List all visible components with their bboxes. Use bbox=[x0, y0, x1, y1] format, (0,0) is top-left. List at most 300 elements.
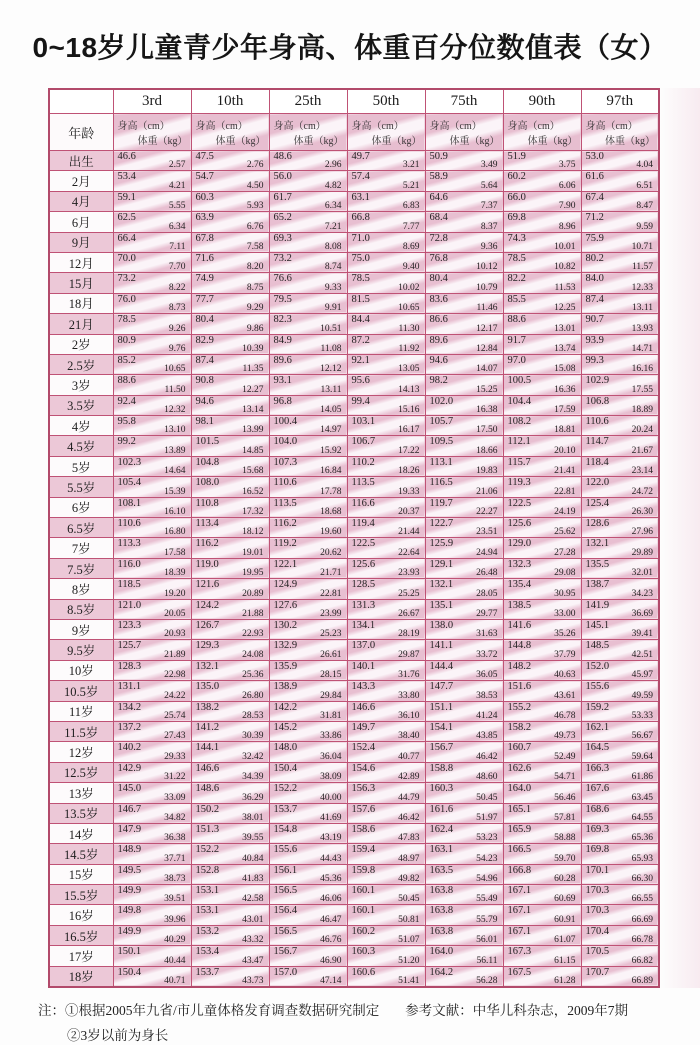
percentile-cell bbox=[581, 701, 659, 721]
weight-value: 16.17 bbox=[398, 425, 420, 436]
height-value: 119.0 bbox=[195, 558, 219, 570]
height-value: 78.5 bbox=[507, 252, 526, 264]
weight-value: 50.81 bbox=[398, 914, 420, 925]
percentile-cell bbox=[113, 334, 191, 354]
height-value: 170.3 bbox=[585, 905, 610, 917]
height-value: 123.3 bbox=[117, 619, 142, 631]
weight-value: 16.52 bbox=[242, 486, 264, 497]
weight-value: 8.69 bbox=[402, 241, 420, 252]
height-value: 122.5 bbox=[507, 497, 532, 509]
age-cell: 出生 bbox=[49, 151, 113, 171]
percentile-cell bbox=[425, 803, 503, 823]
weight-value: 26.48 bbox=[476, 568, 498, 579]
height-value: 69.3 bbox=[273, 232, 292, 244]
weight-value: 6.34 bbox=[168, 221, 186, 232]
weight-value: 33.00 bbox=[554, 608, 576, 619]
height-value: 164.2 bbox=[429, 966, 454, 978]
percentile-cell bbox=[503, 436, 581, 456]
footnotes bbox=[38, 1003, 686, 1045]
percentile-cell bbox=[269, 742, 347, 762]
percentile-cell bbox=[581, 416, 659, 436]
weight-value: 8.73 bbox=[168, 303, 186, 314]
height-value: 128.5 bbox=[351, 579, 376, 591]
table-row bbox=[49, 416, 659, 436]
percentile-cell bbox=[113, 721, 191, 741]
height-value: 138.5 bbox=[507, 599, 532, 611]
percentile-cell bbox=[191, 538, 269, 558]
height-unit-label: 身高（cm） bbox=[585, 121, 638, 132]
height-value: 103.1 bbox=[351, 416, 376, 428]
percentile-cell bbox=[503, 538, 581, 558]
percentile-cell bbox=[191, 864, 269, 884]
percentile-cell bbox=[191, 191, 269, 211]
weight-value: 31.81 bbox=[320, 710, 342, 721]
height-value: 141.1 bbox=[429, 640, 454, 652]
age-cell: 2岁 bbox=[49, 334, 113, 354]
percentile-cell bbox=[347, 212, 425, 232]
percentile-cell bbox=[425, 171, 503, 191]
weight-value: 43.85 bbox=[476, 731, 498, 742]
weight-value: 25.23 bbox=[320, 629, 342, 640]
percentile-cell bbox=[581, 395, 659, 415]
height-value: 156.5 bbox=[273, 925, 298, 937]
height-value: 89.6 bbox=[429, 334, 448, 346]
percentile-cell bbox=[269, 823, 347, 843]
height-value: 157.0 bbox=[273, 966, 298, 978]
height-value: 125.9 bbox=[429, 538, 454, 550]
height-value: 125.6 bbox=[351, 558, 376, 570]
weight-value: 9.91 bbox=[324, 303, 342, 314]
percentile-cell bbox=[191, 599, 269, 619]
weight-value: 24.72 bbox=[631, 486, 653, 497]
height-value: 140.1 bbox=[351, 660, 376, 672]
weight-value: 22.81 bbox=[320, 588, 342, 599]
percentile-cell bbox=[425, 783, 503, 803]
percentile-cell bbox=[347, 701, 425, 721]
percentile-cell bbox=[113, 497, 191, 517]
weight-value: 9.59 bbox=[636, 221, 653, 232]
percentile-cell bbox=[191, 212, 269, 232]
percentile-cell bbox=[581, 864, 659, 884]
weight-value: 13.89 bbox=[164, 445, 186, 456]
percentile-cell bbox=[113, 925, 191, 945]
table-row bbox=[49, 925, 659, 945]
height-value: 129.1 bbox=[429, 558, 454, 570]
age-cell: 2.5岁 bbox=[49, 354, 113, 374]
percentile-cell bbox=[347, 905, 425, 925]
percentile-cell bbox=[347, 742, 425, 762]
percentile-cell bbox=[581, 354, 659, 374]
percentile-cell bbox=[503, 477, 581, 497]
height-value: 125.4 bbox=[585, 497, 610, 509]
percentile-cell bbox=[269, 191, 347, 211]
weight-value: 28.05 bbox=[476, 588, 498, 599]
height-value: 153.4 bbox=[195, 946, 220, 958]
percentile-cell bbox=[581, 497, 659, 517]
height-value: 135.9 bbox=[273, 660, 298, 672]
weight-value: 55.79 bbox=[476, 914, 498, 925]
percentile-cell bbox=[269, 151, 347, 171]
weight-value: 46.47 bbox=[320, 914, 342, 925]
weight-value: 60.28 bbox=[554, 874, 576, 885]
percentile-cell bbox=[269, 660, 347, 680]
weight-value: 46.42 bbox=[476, 751, 498, 762]
percentile-cell bbox=[191, 640, 269, 660]
weight-value: 26.80 bbox=[242, 690, 264, 701]
height-value: 99.3 bbox=[585, 354, 604, 366]
percentile-cell bbox=[347, 803, 425, 823]
weight-value: 9.86 bbox=[246, 323, 264, 334]
weight-value: 59.70 bbox=[554, 853, 576, 864]
weight-value: 53.33 bbox=[631, 710, 653, 721]
weight-value: 29.77 bbox=[476, 608, 498, 619]
age-cell: 6月 bbox=[49, 212, 113, 232]
height-value: 152.8 bbox=[195, 864, 220, 876]
height-value: 150.1 bbox=[117, 946, 142, 958]
height-value: 115.7 bbox=[507, 456, 531, 468]
percentile-cell bbox=[347, 762, 425, 782]
weight-value: 7.37 bbox=[480, 201, 498, 212]
height-value: 141.2 bbox=[195, 721, 220, 733]
height-value: 90.7 bbox=[585, 314, 604, 326]
page-title: 0~18岁儿童青少年身高、体重百分位数值表（女） bbox=[32, 32, 668, 63]
note-2: ②3岁以前为身长 bbox=[67, 1027, 169, 1043]
weight-value: 9.33 bbox=[324, 282, 342, 293]
height-value: 160.2 bbox=[351, 925, 376, 937]
height-unit-label: 身高（cm） bbox=[117, 121, 170, 132]
percentile-cell bbox=[581, 171, 659, 191]
height-value: 106.8 bbox=[585, 395, 610, 407]
weight-value: 36.29 bbox=[242, 792, 264, 803]
height-value: 149.9 bbox=[117, 925, 142, 937]
weight-value: 13.10 bbox=[164, 425, 186, 436]
percentile-cell bbox=[581, 273, 659, 293]
height-value: 162.6 bbox=[507, 762, 532, 774]
height-value: 110.6 bbox=[585, 416, 609, 428]
weight-value: 36.69 bbox=[631, 608, 653, 619]
weight-value: 26.61 bbox=[320, 649, 342, 660]
percentile-cell bbox=[425, 742, 503, 762]
percentile-cell bbox=[581, 762, 659, 782]
weight-value: 18.39 bbox=[164, 568, 186, 579]
percentile-cell bbox=[347, 640, 425, 660]
weight-value: 12.33 bbox=[631, 282, 653, 293]
percentile-cell bbox=[347, 334, 425, 354]
weight-unit-label: 体重（kg） bbox=[137, 136, 188, 147]
height-value: 151.3 bbox=[195, 823, 220, 835]
percentile-cell bbox=[347, 619, 425, 639]
height-value: 71.6 bbox=[195, 252, 214, 264]
percentile-cell bbox=[581, 191, 659, 211]
height-value: 61.6 bbox=[585, 171, 604, 183]
weight-value: 50.45 bbox=[476, 792, 498, 803]
percentile-cell bbox=[347, 395, 425, 415]
weight-value: 18.12 bbox=[242, 527, 264, 538]
height-value: 161.6 bbox=[429, 803, 454, 815]
weight-value: 45.36 bbox=[320, 874, 342, 885]
height-value: 132.1 bbox=[195, 660, 220, 672]
percentile-cell bbox=[503, 395, 581, 415]
age-cell: 7.5岁 bbox=[49, 558, 113, 578]
height-value: 113.4 bbox=[195, 518, 219, 530]
weight-value: 65.93 bbox=[631, 853, 653, 864]
height-value: 75.9 bbox=[585, 232, 604, 244]
weight-value: 54.23 bbox=[476, 853, 498, 864]
weight-value: 21.41 bbox=[554, 466, 576, 477]
percentile-cell bbox=[503, 885, 581, 905]
weight-value: 4.82 bbox=[324, 180, 342, 191]
weight-value: 25.74 bbox=[164, 710, 186, 721]
weight-value: 48.97 bbox=[398, 853, 420, 864]
age-cell: 10岁 bbox=[49, 660, 113, 680]
unit-cell bbox=[347, 114, 425, 151]
weight-value: 5.55 bbox=[168, 201, 186, 212]
height-value: 88.6 bbox=[507, 314, 526, 326]
weight-value: 25.36 bbox=[242, 670, 264, 681]
weight-value: 48.60 bbox=[476, 772, 498, 783]
height-value: 116.0 bbox=[117, 558, 141, 570]
weight-value: 10.65 bbox=[398, 303, 420, 314]
height-value: 107.3 bbox=[273, 456, 298, 468]
weight-value: 32.01 bbox=[631, 568, 653, 579]
height-value: 132.3 bbox=[507, 558, 532, 570]
footnote-line-2 bbox=[67, 1028, 686, 1045]
percentile-cell bbox=[347, 314, 425, 334]
note-1: ①根据2005年九省/市儿童体格发育调查数据研究制定 bbox=[65, 1003, 380, 1018]
height-value: 112.1 bbox=[507, 436, 531, 448]
height-value: 156.4 bbox=[273, 905, 298, 917]
height-value: 170.3 bbox=[585, 885, 610, 897]
height-value: 147.9 bbox=[117, 823, 142, 835]
weight-value: 16.10 bbox=[164, 507, 186, 518]
percentile-cell bbox=[113, 477, 191, 497]
percentile-cell bbox=[581, 681, 659, 701]
percentile-cell bbox=[269, 252, 347, 272]
percentile-cell bbox=[113, 864, 191, 884]
height-value: 60.2 bbox=[507, 171, 526, 183]
height-value: 67.8 bbox=[195, 232, 214, 244]
weight-value: 17.78 bbox=[320, 486, 342, 497]
percentile-cell bbox=[503, 293, 581, 313]
height-value: 129.3 bbox=[195, 640, 220, 652]
height-value: 162.1 bbox=[585, 721, 610, 733]
table-row bbox=[49, 966, 659, 987]
age-cell: 6.5岁 bbox=[49, 518, 113, 538]
percentile-cell bbox=[347, 518, 425, 538]
weight-value: 10.79 bbox=[476, 282, 498, 293]
height-value: 94.6 bbox=[195, 395, 214, 407]
weight-value: 15.16 bbox=[398, 405, 420, 416]
weight-value: 34.82 bbox=[164, 812, 186, 823]
weight-value: 2.76 bbox=[246, 160, 264, 171]
height-value: 84.9 bbox=[273, 334, 292, 346]
weight-value: 54.96 bbox=[476, 874, 498, 885]
percentile-cell bbox=[503, 783, 581, 803]
percentile-cell bbox=[581, 252, 659, 272]
percentile-cell bbox=[581, 905, 659, 925]
percentile-cell bbox=[191, 334, 269, 354]
percentile-cell bbox=[425, 966, 503, 987]
table-row bbox=[49, 558, 659, 578]
height-value: 153.1 bbox=[195, 905, 220, 917]
table-row bbox=[49, 273, 659, 293]
height-value: 85.5 bbox=[507, 293, 526, 305]
height-value: 138.2 bbox=[195, 701, 220, 713]
percentile-cell bbox=[581, 375, 659, 395]
age-cell: 8岁 bbox=[49, 579, 113, 599]
weight-value: 6.34 bbox=[324, 201, 342, 212]
percentile-cell bbox=[191, 619, 269, 639]
percentile-cell bbox=[191, 171, 269, 191]
weight-value: 21.06 bbox=[476, 486, 498, 497]
table-row bbox=[49, 395, 659, 415]
weight-value: 47.83 bbox=[398, 833, 420, 844]
percentile-cell bbox=[581, 599, 659, 619]
weight-value: 38.09 bbox=[320, 772, 342, 783]
height-value: 150.2 bbox=[195, 803, 220, 815]
height-value: 87.4 bbox=[195, 354, 214, 366]
table-row bbox=[49, 762, 659, 782]
percentile-cell bbox=[113, 701, 191, 721]
height-value: 160.3 bbox=[351, 946, 376, 958]
table-row bbox=[49, 436, 659, 456]
height-value: 62.5 bbox=[117, 212, 136, 224]
height-value: 65.2 bbox=[273, 212, 292, 224]
height-value: 110.8 bbox=[195, 497, 219, 509]
percentile-cell bbox=[581, 477, 659, 497]
weight-value: 17.50 bbox=[476, 425, 498, 436]
weight-value: 28.19 bbox=[398, 629, 420, 640]
percentile-cell bbox=[503, 273, 581, 293]
height-value: 72.8 bbox=[429, 232, 448, 244]
height-value: 122.1 bbox=[273, 558, 298, 570]
header-row-percentiles bbox=[49, 89, 659, 114]
weight-value: 9.36 bbox=[480, 241, 498, 252]
percentile-cell bbox=[269, 436, 347, 456]
weight-value: 18.66 bbox=[476, 445, 498, 456]
weight-value: 21.88 bbox=[242, 608, 264, 619]
percentile-cell bbox=[269, 579, 347, 599]
age-cell: 21月 bbox=[49, 314, 113, 334]
height-value: 125.6 bbox=[507, 518, 532, 530]
weight-value: 27.28 bbox=[554, 547, 576, 558]
height-value: 67.4 bbox=[585, 191, 604, 203]
height-value: 49.7 bbox=[351, 151, 370, 162]
height-value: 104.0 bbox=[273, 436, 298, 448]
weight-value: 33.72 bbox=[476, 649, 498, 660]
height-value: 131.1 bbox=[117, 681, 142, 693]
corner-cell bbox=[49, 89, 113, 114]
height-unit-label: 身高（cm） bbox=[351, 121, 404, 132]
height-value: 101.5 bbox=[195, 436, 220, 448]
percentile-cell bbox=[503, 742, 581, 762]
table-body bbox=[49, 151, 659, 988]
percentile-cell bbox=[269, 456, 347, 476]
height-value: 90.8 bbox=[195, 375, 214, 387]
height-value: 137.0 bbox=[351, 640, 376, 652]
weight-value: 41.83 bbox=[242, 874, 264, 885]
weight-value: 20.10 bbox=[554, 445, 576, 456]
weight-value: 47.14 bbox=[320, 976, 342, 987]
height-value: 108.2 bbox=[507, 416, 532, 428]
percentile-cell bbox=[113, 375, 191, 395]
percentile-cell bbox=[191, 925, 269, 945]
weight-unit-label: 体重（kg） bbox=[527, 136, 578, 147]
percentile-cell bbox=[113, 640, 191, 660]
height-value: 135.5 bbox=[585, 558, 610, 570]
percentile-cell bbox=[503, 456, 581, 476]
height-value: 92.4 bbox=[117, 395, 136, 407]
weight-value: 10.51 bbox=[320, 323, 342, 334]
height-value: 96.8 bbox=[273, 395, 292, 407]
percentile-cell bbox=[191, 783, 269, 803]
percentile-cell bbox=[191, 946, 269, 966]
height-unit-label: 身高（cm） bbox=[195, 121, 248, 132]
height-value: 66.8 bbox=[351, 212, 370, 224]
height-value: 164.0 bbox=[429, 946, 454, 958]
percentile-cell bbox=[113, 619, 191, 639]
height-value: 99.2 bbox=[117, 436, 136, 448]
weight-value: 29.08 bbox=[554, 568, 576, 579]
weight-value: 6.83 bbox=[402, 201, 420, 212]
percentile-cell bbox=[425, 191, 503, 211]
weight-value: 43.73 bbox=[242, 976, 264, 987]
height-value: 87.4 bbox=[585, 293, 604, 305]
age-cell: 12月 bbox=[49, 252, 113, 272]
weight-value: 8.75 bbox=[246, 282, 264, 293]
weight-value: 12.17 bbox=[476, 323, 498, 334]
weight-value: 22.64 bbox=[398, 547, 420, 558]
percentile-cell bbox=[269, 314, 347, 334]
height-value: 119.4 bbox=[351, 518, 375, 530]
percentile-cell bbox=[503, 844, 581, 864]
percentile-cell bbox=[581, 558, 659, 578]
height-value: 163.8 bbox=[429, 885, 454, 897]
height-value: 59.1 bbox=[117, 191, 136, 203]
height-value: 56.0 bbox=[273, 171, 292, 183]
percentile-cell bbox=[269, 701, 347, 721]
weight-value: 25.62 bbox=[554, 527, 576, 538]
age-cell: 13.5岁 bbox=[49, 803, 113, 823]
percentile-cell bbox=[113, 151, 191, 171]
table-row bbox=[49, 171, 659, 191]
percentile-cell bbox=[425, 395, 503, 415]
height-value: 84.0 bbox=[585, 273, 604, 285]
percentile-cell bbox=[581, 640, 659, 660]
height-value: 102.0 bbox=[429, 395, 454, 407]
height-value: 118.4 bbox=[585, 456, 609, 468]
weight-value: 14.64 bbox=[164, 466, 186, 477]
percentile-cell bbox=[347, 171, 425, 191]
weight-value: 11.08 bbox=[320, 343, 342, 354]
percentile-cell bbox=[113, 844, 191, 864]
weight-value: 7.58 bbox=[246, 241, 264, 252]
height-value: 144.4 bbox=[429, 660, 454, 672]
percentile-cell bbox=[425, 579, 503, 599]
weight-value: 56.67 bbox=[631, 731, 653, 742]
weight-value: 14.97 bbox=[320, 425, 342, 436]
height-value: 105.4 bbox=[117, 477, 142, 489]
weight-value: 6.76 bbox=[246, 221, 264, 232]
age-cell: 15岁 bbox=[49, 864, 113, 884]
weight-value: 44.43 bbox=[320, 853, 342, 864]
percentile-cell bbox=[425, 436, 503, 456]
table-row bbox=[49, 599, 659, 619]
percentile-cell bbox=[113, 681, 191, 701]
weight-unit-label: 体重（kg） bbox=[215, 136, 266, 147]
age-cell: 16岁 bbox=[49, 905, 113, 925]
table-row bbox=[49, 844, 659, 864]
